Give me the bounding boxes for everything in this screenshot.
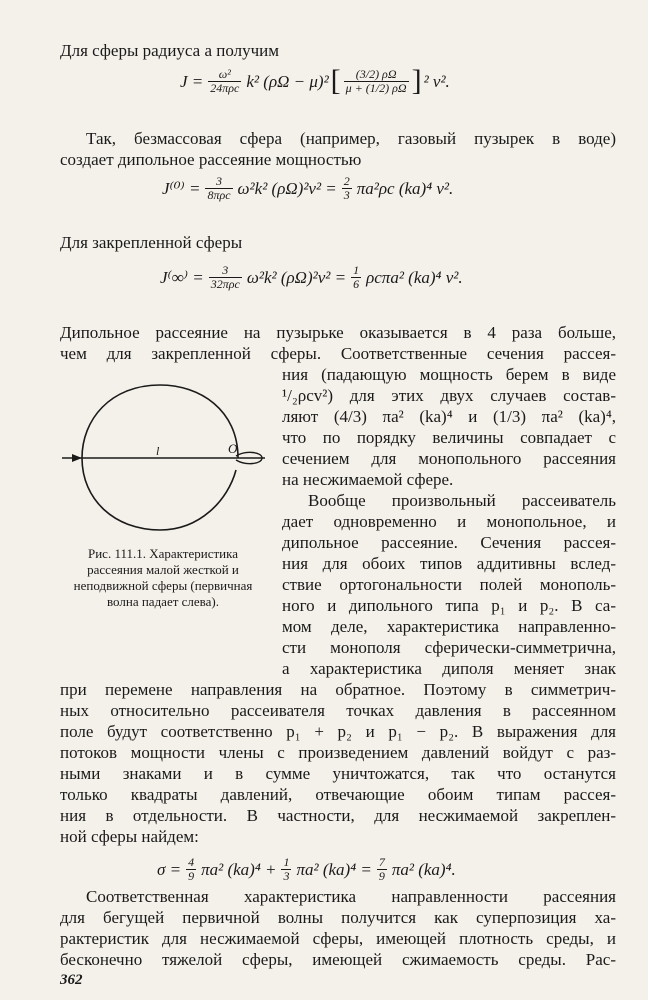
eq3-f1-num: 3: [222, 263, 229, 277]
eq3-tail: ρcπa² (ka)⁴ v².: [366, 268, 463, 287]
eq3-lhs: J⁽∞⁾ =: [160, 268, 204, 287]
right-line: мом деле, характеристика направленно-: [282, 617, 616, 636]
right-line: дает одновременно и монопольное, и: [282, 512, 616, 531]
eq4-f2-num: 1: [283, 855, 290, 869]
eq1-fraction-2: [344, 68, 409, 95]
final-line: Соответственная характеристика направленности рассеяния: [86, 887, 616, 906]
eq2-mid: ω²k² (ρΩ)²v² =: [237, 179, 337, 198]
eq3-f2-num: 1: [353, 263, 360, 277]
eq3-fraction-1: [209, 264, 242, 291]
right-line: ¹/₂ρcv²) для этих двух случаев состав-: [282, 386, 616, 405]
eq4-f3-den: 9: [378, 869, 385, 883]
eq4-f2-den: 3: [283, 869, 290, 883]
eq3-f2-den: 6: [353, 277, 360, 291]
right-line: а характеристика диполя меняет знак: [282, 659, 616, 678]
final-line: бесконечно тяжелой сферы, имеющей сжимаемость среды. Рас-: [60, 950, 616, 969]
equation-1: [178, 66, 452, 96]
eq1-tail: ² v².: [423, 71, 450, 91]
body-line: потоков мощности члены с произведением давлений войдут с раз-: [60, 743, 616, 762]
body-line: только квадраты давлений, отвечающие обоим типам рассея-: [60, 785, 616, 804]
eq1-f2-num: (3/2) ρΩ: [355, 66, 397, 81]
eq4-f1-den: 9: [188, 869, 195, 883]
eq1-bracket-left: [: [330, 64, 341, 97]
right-line: что по порядку величины совпадает с: [282, 428, 616, 447]
eq3-f1-den: 32πρc: [210, 277, 240, 291]
intro-line: Для сферы радиуса a получим: [60, 41, 280, 60]
right-line: сти монополя сферически-симметрична,: [282, 638, 616, 657]
arrow-head: [72, 454, 82, 462]
eq4-fraction-2: [281, 856, 291, 883]
final-line: для бегущей первичной волны получится как суперпозиция ха-: [60, 908, 616, 927]
eq1-fraction-1: [208, 68, 241, 95]
fig-label-origin: O: [228, 441, 238, 456]
eq4-lhs: σ =: [157, 860, 182, 879]
eq2-f2-num: 2: [343, 174, 350, 188]
eq1-bracket-right: ]: [411, 64, 422, 97]
right-line: ния для обоих типов аддитивны вслед-: [282, 554, 616, 573]
eq4-f3-num: 7: [378, 855, 385, 869]
eq4-mid: πa² (ka)⁴ +: [201, 860, 277, 879]
eq1-mid: k² (ρΩ − μ)²: [246, 71, 329, 91]
eq4-f1-num: 4: [188, 855, 195, 869]
eq4-fraction-3: [377, 856, 387, 883]
equation-2: [160, 175, 455, 202]
body-line: ных относительно рассеивателя точках давления в рассеянном: [60, 701, 616, 720]
eq2-f2-den: 3: [343, 188, 350, 202]
eq2-lhs: J⁽⁰⁾ =: [162, 179, 201, 198]
body-line: ной сферы найдем:: [60, 827, 199, 846]
body-line: ния в отдельности. В частности, для несжимаемой закреплен-: [60, 806, 616, 825]
eq3-mid: ω²k² (ρΩ)²v² =: [246, 268, 347, 287]
eq1-f2-den: μ + (1/2) ρΩ: [345, 80, 407, 95]
right-line: ного и дипольного типа p₁ и p₂. В са-: [282, 596, 616, 615]
body-line: поле будут соответственно p₁ + p₂ и p₁ − p₂. В выражения для: [60, 722, 616, 741]
right-line: ния (падающую мощность берем в виде: [282, 365, 616, 384]
right-line: на несжимаемой сфере.: [282, 470, 454, 489]
right-column: [282, 364, 616, 684]
eq2-fraction-1: [205, 175, 232, 202]
eq2-tail: πa²ρc (ka)⁴ v².: [356, 179, 454, 198]
eq1-f1-den: 24πρc: [210, 80, 240, 95]
eq2-f1-den: 8πρc: [207, 188, 231, 202]
eq2-f1-num: 3: [215, 174, 222, 188]
eq1-f1-num: ω²: [218, 66, 231, 81]
scattering-diagram: [60, 380, 270, 540]
right-line: сечением для монопольного рассеяния: [282, 449, 616, 468]
eq3-fraction-2: [351, 264, 361, 291]
body-line: при перемене направления на обратное. Поэтому в симметрич-: [60, 680, 616, 699]
paragraph-4-line-2: чем для закрепленной сферы. Соответственные сечения рассея-: [60, 344, 616, 363]
body-line: ными знаками и в сумме уничтожатся, так что останутся: [60, 764, 616, 783]
paragraph-2-line-2: создает дипольное рассеяние мощностью: [60, 150, 362, 169]
equation-4: [155, 856, 458, 883]
right-line: ляют (4/3) πa² (ka)⁴ и (1/3) πa² (ka)⁴,: [282, 407, 616, 426]
right-line: ствие ортогональности полей монополь-: [282, 575, 616, 594]
paragraph-3: Для закрепленной сферы: [60, 233, 243, 252]
eq4-mid2: πa² (ka)⁴ =: [296, 860, 372, 879]
right-line: дипольное рассеяние. Сечения рассея-: [282, 533, 616, 552]
equation-3: [158, 264, 465, 291]
figure-caption: Рис. 111.1. Характеристика рассеяния малой жесткой и неподвижной сферы (первичная волна падает слева).: [73, 546, 253, 609]
paragraph-4-line-1: Дипольное рассеяние на пузырьке оказывается в 4 раза больше,: [60, 323, 616, 342]
eq2-fraction-2: [342, 175, 352, 202]
fig-label-center: l: [156, 444, 160, 458]
final-line: рактеристик для несжимаемой сферы, имеющей плотность среды, и: [60, 929, 616, 948]
eq1-lhs: J =: [180, 71, 204, 91]
page-number: 362: [60, 972, 83, 988]
right-line: Вообще произвольный рассеиватель: [308, 491, 616, 510]
eq4-tail: πa² (ka)⁴.: [391, 860, 456, 879]
paragraph-2-line-1: Так, безмассовая сфера (например, газовый пузырек в воде): [86, 129, 616, 148]
eq4-fraction-1: [186, 856, 196, 883]
